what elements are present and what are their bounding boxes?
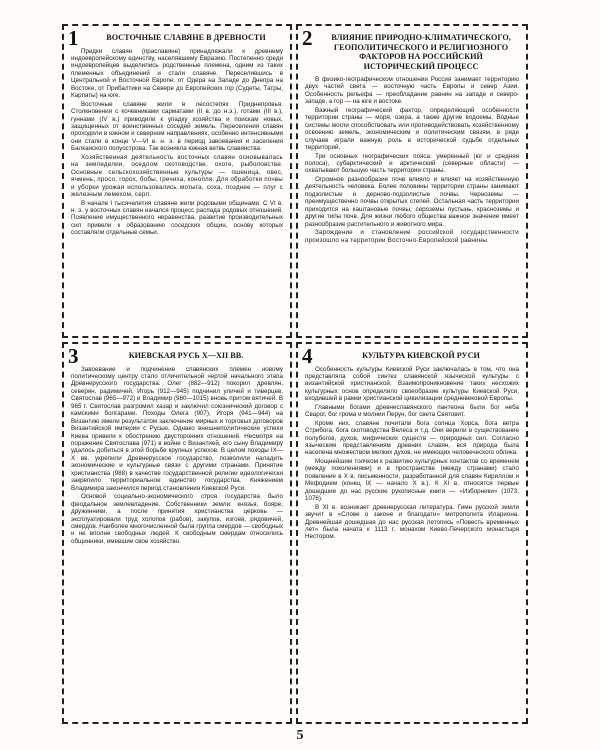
paragraph: Главными богами древнеславянского пантеона были бог неба Сварог, бог грома и молнии Перун, бог света Святовит. (305, 403, 519, 419)
card-body (305, 366, 519, 541)
card-title: ВЛИЯНИЕ ПРИРОДНО-КЛИМАТИЧЕСКОГО, ГЕОПОЛИТИЧЕСКОГО И РЕЛИГИОЗНОГО ФАКТОРОВ НА РОССИЙСКИЙ ИСТОРИЧЕСКИЙ ПРОЦЕСС (331, 33, 511, 71)
paragraph: Хозяйственная деятельность восточных славян основывалась на земледелии, оседлом скотоводстве, охоте, рыболовстве. Основные сельскохозяйственные культуры — пшеница, овес, ячмень, просо, горох, бобы, гречиха, конопля. Для обработки почвы и уборки урожая использовались мотыга, соха, позднее — плуг с железным лемехом, серп. (71, 153, 283, 199)
paragraph: Три основных географических пояса: умеренный (юг и средняя полоса), субарктический и арктический (северные области) — охватывают большую часть территории страны. (305, 152, 519, 175)
paragraph: Зарождение и становление российской государственности произошло на территории Восточно-Европейской равнины. (305, 229, 519, 244)
paragraph: Предки славян (праславяне) принадлежали к древнему индоевропейскому единству, населявшему Евразию. Постепенно среди индоевропейцев выделились родственные племена, одним из таких племенных объединений и стали славяне. Переселившись в Центральной и Восточной Европе: от Одера на Западе до Днепра на Востоке, от Прибалтики на Севере до Европейских гор (Судеты, Татры, Карпаты) на юге. (71, 47, 283, 100)
card-number: 3 (68, 344, 79, 368)
card-number: 1 (68, 26, 79, 50)
card-number: 4 (302, 344, 313, 368)
paragraph: В XI в. возникает древнерусская литература. Гимн русской земли звучит в «Слове о законе и благодати» митрополита Илариона. Древнейшая дошедшая до нас русская летопись «Повесть временных лет» была начата к 1113 г. монахом Киево-Печерского монастыря Нестором. (305, 503, 519, 541)
paragraph: Завоевание и подчинение славянских племен новому политическому центру стало отличительной чертой начального этапа Древнерусского государства. Олег (882—912) покорил древлян, северян, радимичей, Игорь (912—945) подчинил уличей и тиверцев, Святослав (965—972) и Владимир (980—1015) вновь притом вятичей. В 965 г. Святослав разгромил хазар и заключил союзнический договор с камскими болгарами. Походы Олега (907), Игоря (941—944) на Византию имели результатом заключение мирных и торговых договоров Византийской империи с Русью. Однако внешнеполитические успехи Киева привели к обострению двусторонних отношений. Несмотря на поражение Святослава (971) в войне с Византией, его сыну Владимиру удалось добиться в этой борьбе крупных успехов. В целом походы IX—X вв. укрепили Древнерусское государство, позволили наладить экономические и культурные связи с другими странами. Принятие христианства (988) в качестве государственной религии идеологически закрепило территориальное единство государства. Княжением Владимира закончился период становления Киевской Руси. (71, 365, 283, 492)
card-title: ВОСТОЧНЫЕ СЛАВЯНЕ В ДРЕВНОСТИ (106, 33, 266, 42)
paragraph: В начале I тысячелетия славяне жили родовыми общинами. С VI в. н. э. у восточных славян начался процесс распада родовых отношений. Появление имущественного неравенства, развитие производительных сил привели к образованию соседских общин, основу которых составляли отдельные семьи. (71, 199, 283, 237)
paragraph: Основой социально-экономического строя государства было феодальное землевладение. Собственники земли: князья, бояре, дружинники, а после принятия христианства церковь — эксплуатировали труд холопов (рабов), закупов, изгоев, рядовичей, смердов. Наиболее многочисленной была группа смердов — свободных и не вполне свободных людей. К свободным смердам относились общинники, имевшие свое хозяйство. (71, 493, 283, 545)
paragraph: Огромное разнообразие почв влияло и влияет на хозяйственную деятельность человека. Более половины территории страны занимают подзолистые и дерново-подзолистые почвы. Черноземы — преимущественно почвы открытых степей. Остальная часть территории приходится на каштановые почвы, сероземы пустынь, красноземы и другие типы почв. Для жизни любого общества важное значение имеет разнообразие растительного и животного мира. (305, 175, 519, 228)
card-body (71, 48, 283, 237)
paragraph: Кроме них, славяне почитали бога солнца Хорса, бога ветра Стрибога, бога скотоводства Велеса и т.д. Они верили в существование полубогов, духов, мифических существ — природных сил. Согласно языческим представлениям древних славян, вся природа была населена множеством мелких духов, не имеющих человеческого облика. (305, 419, 519, 457)
card-title: КИЕВСКАЯ РУСЬ X—XII ВВ. (128, 351, 244, 360)
card-factors-influence (296, 24, 528, 338)
paragraph: Важный географический фактор, определяющий особенности территории страны — моря, озера, а также другие водоемы. Водные системы могли способствовать или противодействовать хозяйственному освоению земель, экономическим и политическим связям, в ряде случаев играли важную роль в исторической судьбе отдельных территорий. (305, 106, 519, 152)
card-number: 2 (302, 26, 313, 50)
card-body (71, 366, 283, 546)
card-body (305, 76, 519, 244)
card-eastern-slavs (62, 24, 292, 338)
card-title: КУЛЬТУРА КИЕВСКОЙ РУСИ (362, 351, 480, 360)
card-kievan-culture (296, 342, 528, 724)
paragraph: Восточные славяне жили в лесостепях Приднепровья. Столкновения с кочевниками сарматами (II в. до н.э.), готами (III в.), гуннами (IV в.) приводили к упадку хозяйства и поискам новых, защищенных от воинственных соседей земель. Переселения славян проходили в южном и северном направлениях, особенно интенсивными они стали в конце V—VI в. н. э. в период завоевания и заселения Балканского полуострова. Так возникла южная ветвь славянства. (71, 100, 283, 153)
page-number: 5 (296, 728, 304, 743)
paragraph: Мощнейшим толчком к развитию культурных контактов со временем (между поколениями) и в пространстве (между странами) стало появление в X в. письменности, разработанной для славян Кириллом и Мефодием (конец IX — начало X в.). К XI в. относятся первые дошедшие до нас русские рукописные книги — «Изборники» (1073, 1076). (305, 457, 519, 503)
paragraph: Особенность культуры Киевской Руси заключалась в том, что она представляла собой синтез славянской языческой культуры с византийской христианской. Взаимопроникновение таких несхожих культурных основ определило своеобразие культуры Киевской Руси, входившей в рамки христианской цивилизации средневековой Европы. (305, 365, 519, 403)
paragraph: В физико-географическом отношении Россия занимает территорию двух частей света — восточную часть Европы и север Азии. Особенность рельефа — преобладание равнин на западе и северо-западе, а гор — на юге и востоке. (305, 76, 519, 106)
card-kievan-rus (62, 342, 292, 724)
